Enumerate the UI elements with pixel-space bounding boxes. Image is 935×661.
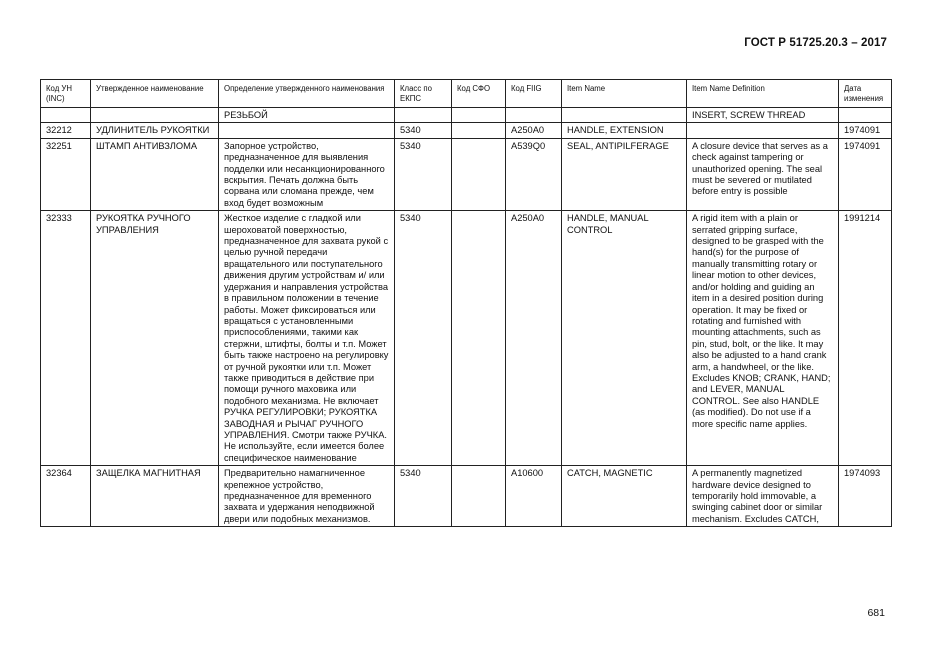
cell-item-definition — [687, 123, 839, 138]
cell-sfo — [452, 138, 506, 210]
cell-definition: Жесткое изделие с гладкой или шероховатой поверхностью, предназначенное для захвата рукой с целью ручной передачи вращательного или поступательного движения другим устройствам и/ или удержания и направления устройства в правильном положении в течение работы. Может фиксироваться или вращаться с установленными приспособлениями, такими как стержни, штифты, болты и т.п. Может быть также настроено на регулировку от ручной рукоятки или т.п. Может также приводиться в действие при помощи ручного маховика или подобного механизма. Не включает РУЧКА РЕГУЛИРОВКИ; РУКОЯТКА ЗАВОДНАЯ и РЫЧАГ РУЧНОГО УПРАВЛЕНИЯ. Смотри также РУЧКА. Не используйте, если имеется более специфическое наименование — [219, 211, 395, 466]
document-standard-code: ГОСТ Р 51725.20.3 – 2017 — [744, 37, 887, 49]
cell-item-definition: A rigid item with a plain or serrated gripping surface, designed to be grasped with the hand(s) for the purpose of manually transmitting rotary or linear motion to other devices, and/or holding and guiding an item in a desired position during operation. It may be fixed or rotating and furnished with mounting attachments, such as pin, stud, bolt, or the like. It may also be adjusted to a hand crank arm, a handwheel, or the like. Excludes KNOB; CRANK, HAND; and LEVER, MANUAL CONTROL. See also HANDLE (as modified). Do not use if a more specific name applies. — [687, 211, 839, 466]
cell-fiig: A539Q0 — [506, 138, 562, 210]
cell-definition: Запорное устройство, предназначенное для выявления подделки или несанкционированного вскрытия. Печать должна быть сорвана или сломана прежде, чем вход будет возможным — [219, 138, 395, 210]
cell-definition: Предварительно намагниченное крепежное устройство, предназначенное для временного захвата и удержания неподвижной двери или подобных механизмов. — [219, 466, 395, 527]
column-header-approved-name: Утвержденное наименование — [91, 80, 219, 108]
cell-ekps: 5340 — [395, 138, 452, 210]
column-header-ekps-class: Класс по ЕКПС — [395, 80, 452, 108]
cell-item-definition: A closure device that serves as a check against tampering or unauthorized opening. The seal must be severed or mutilated before entry is possible — [687, 138, 839, 210]
cell-ekps: 5340 — [395, 123, 452, 138]
cell-item-name: HANDLE, MANUAL CONTROL — [562, 211, 687, 466]
table-row — [41, 466, 892, 527]
cell-item-name: SEAL, ANTIPILFERAGE — [562, 138, 687, 210]
cell-name: УДЛИНИТЕЛЬ РУКОЯТКИ — [91, 123, 219, 138]
cell-item-definition: INSERT, SCREW THREAD — [687, 108, 839, 123]
cell-definition: РЕЗЬБОЙ — [219, 108, 395, 123]
cell-fiig — [506, 108, 562, 123]
table-row-continuation — [41, 108, 892, 123]
cell-fiig: A250A0 — [506, 123, 562, 138]
cell-name: ШТАМП АНТИВЗЛОМА — [91, 138, 219, 210]
table-row — [41, 211, 892, 466]
cell-name — [91, 108, 219, 123]
column-header-inc: Код УН (INC) — [41, 80, 91, 108]
nomenclature-table — [40, 79, 892, 527]
cell-inc: 32333 — [41, 211, 91, 466]
cell-fiig: A250A0 — [506, 211, 562, 466]
cell-ekps — [395, 108, 452, 123]
cell-date: 1974091 — [839, 138, 892, 210]
column-header-fiig-code: Код FIIG — [506, 80, 562, 108]
table-header-row — [41, 80, 892, 108]
table-row — [41, 138, 892, 210]
cell-sfo — [452, 466, 506, 527]
column-header-item-name: Item Name — [562, 80, 687, 108]
cell-fiig: A10600 — [506, 466, 562, 527]
cell-definition — [219, 123, 395, 138]
column-header-sfo-code: Код СФО — [452, 80, 506, 108]
cell-name: РУКОЯТКА РУЧНОГО УПРАВЛЕНИЯ — [91, 211, 219, 466]
cell-inc: 32212 — [41, 123, 91, 138]
table-row — [41, 123, 892, 138]
cell-item-name: HANDLE, EXTENSION — [562, 123, 687, 138]
cell-ekps: 5340 — [395, 466, 452, 527]
cell-name: ЗАЩЕЛКА МАГНИТНАЯ — [91, 466, 219, 527]
cell-item-name: CATCH, MAGNETIC — [562, 466, 687, 527]
cell-date: 1974093 — [839, 466, 892, 527]
cell-date: 1991214 — [839, 211, 892, 466]
cell-item-definition: A permanently magnetized hardware device designed to temporarily hold immovable, a swinging cabinet door or similar mechanism. Excludes CATCH, — [687, 466, 839, 527]
cell-sfo — [452, 108, 506, 123]
cell-ekps: 5340 — [395, 211, 452, 466]
cell-date — [839, 108, 892, 123]
cell-sfo — [452, 123, 506, 138]
cell-item-name — [562, 108, 687, 123]
cell-inc: 32251 — [41, 138, 91, 210]
column-header-definition: Определение утвержденного наименования — [219, 80, 395, 108]
cell-inc — [41, 108, 91, 123]
cell-sfo — [452, 211, 506, 466]
column-header-item-name-definition: Item Name Definition — [687, 80, 839, 108]
cell-date: 1974091 — [839, 123, 892, 138]
column-header-change-date: Дата изменения — [839, 80, 892, 108]
page-number: 681 — [867, 607, 885, 619]
cell-inc: 32364 — [41, 466, 91, 527]
